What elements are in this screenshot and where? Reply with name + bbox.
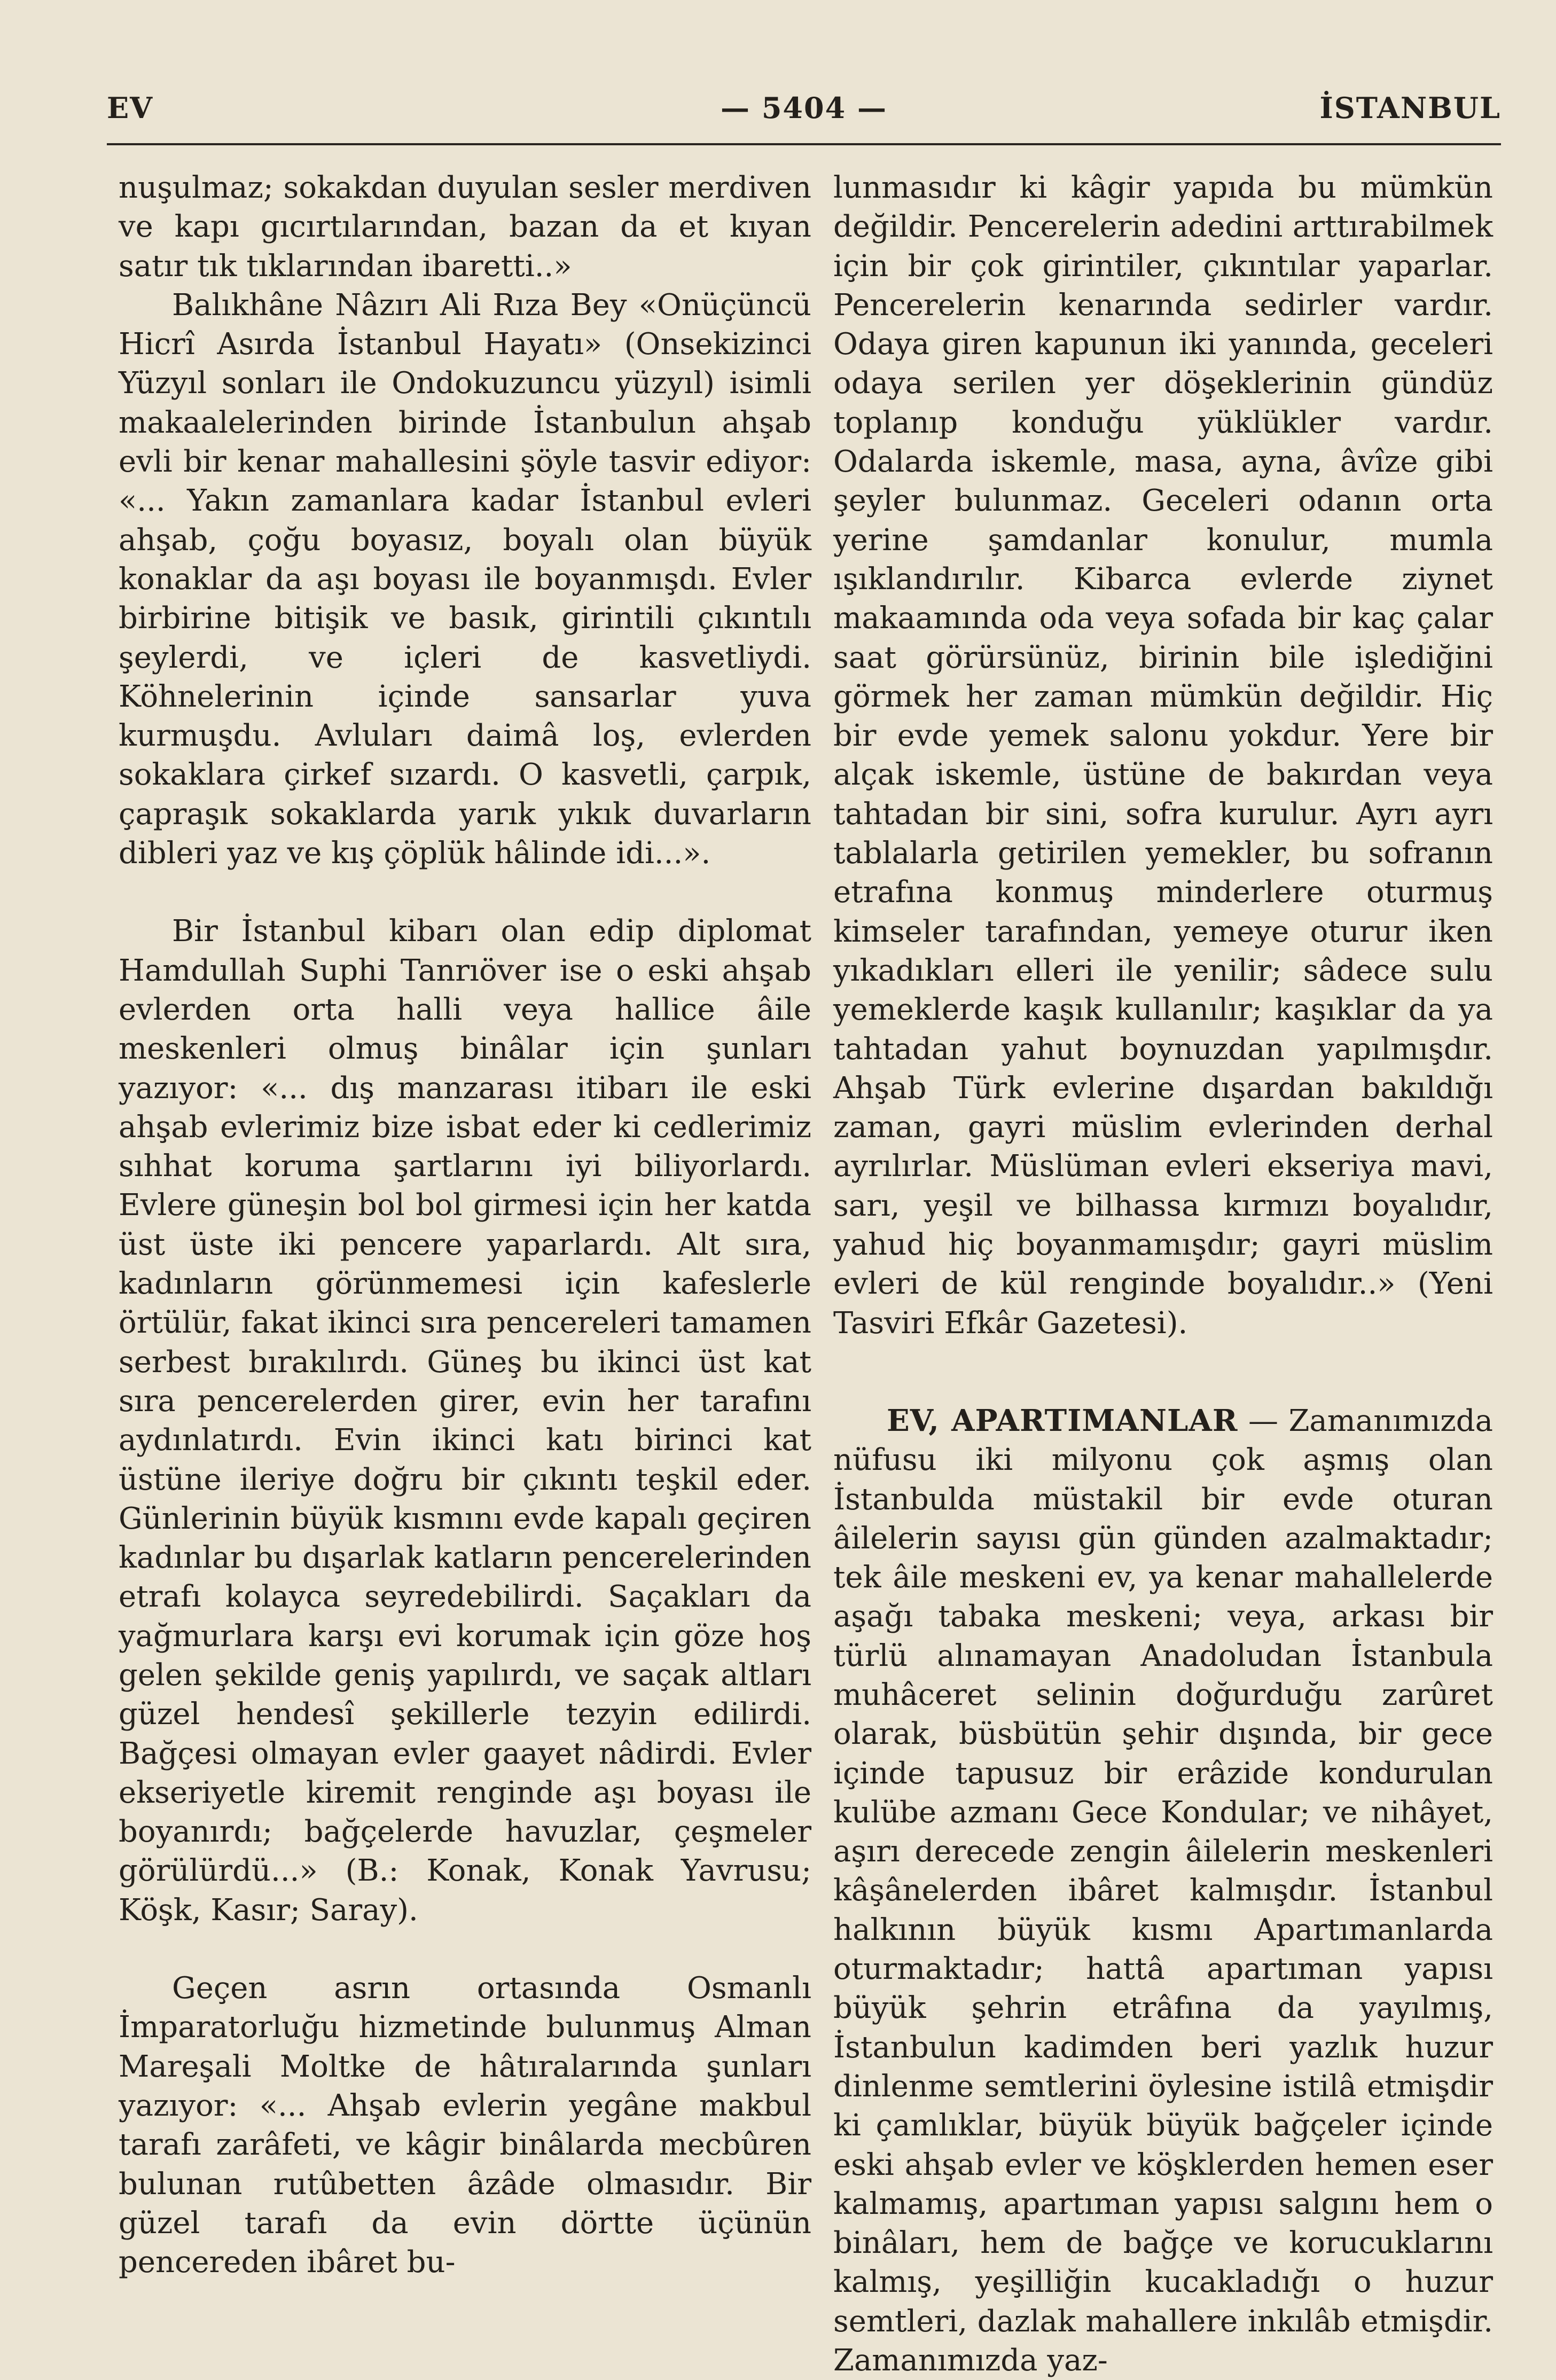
right-paragraph-2: [833, 1402, 1493, 2380]
left-paragraph-2: Balıkhâne Nâzırı Ali Rıza Bey «Onüçüncü Hicrî Asırda İstanbul Hayatı» (Onsekizinci Yüzyıl sonları ile Ondokuzuncu yüzyıl) isimli makaalelerinden birinde İstanbulun ahşab evli bir kenar mahallesini şöyle tasvir ediyor: «... Yakın zamanlara kadar İstanbul evleri ahşab, çoğu boyasız, boyalı olan büyük konaklar da aşı boyası ile boyanmışdı. Evler birbirine bitişik ve basık, girintili çıkıntılı şeylerdi, ve içleri de kasvetliydi. Köhnelerinin içinde sansarlar yuva kurmuşdu. Avluları daimâ loş, evlerden sokaklara çirkef sızardı. O kasvetli, çarpık, çapraşık sokaklarda yarık yıkık duvarların dibleri yaz ve kış çöplük hâlinde idi...».: [119, 287, 811, 871]
header-rule: [107, 143, 1501, 145]
header-book-title: İSTANBUL: [1319, 91, 1501, 125]
left-paragraph-4: Geçen asrın ortasında Osmanlı İmparatorluğu hizmetinde bulunmuş Alman Mareşali Moltke de hâtıralarında şunları yazıyor: «... Ahşab evlerin yegâne makbul tarafı zarâfeti, ve kâgir binâlarda mecbûren bulunan rutûbetten âzâde olmasıdır. Bir güzel tarafı da evin dörtte üçünün pencereden ibâret bu-: [119, 1971, 811, 2280]
header-section-title: EV: [107, 91, 154, 125]
left-paragraph-3: Bir İstanbul kibarı olan edip diplomat Hamdullah Suphi Tanrıöver ise o eski ahşab evlerden orta halli veya hallice âile meskenleri olmuş binâlar için şunları yazıyor: «... dış manzarası itibarı ile eski ahşab evlerimiz bize isbat eder ki cedlerimiz sıhhat koruma şartlarını iyi biliyorlardı. Evlere güneşin bol bol girmesi için her katda üst üste iki pencere yaparlardı. Alt sıra, kadınların görünmemesi için kafeslerle örtülür, fakat ikinci sıra pencereleri tamamen serbest bırakılırdı. Güneş bu ikinci üst kat sıra pencerelerden girer, evin her tarafını aydınlatırdı. Evin ikinci katı birinci kat üstüne ileriye doğru bir çıkıntı teşkil eder. Günlerinin büyük kısmını evde kapalı geçiren kadınlar bu dışarlak katların pencerelerinden etrafı kolayca seyredebilirdi. Saçakları da yağmurlara karşı evi korumak için göze hoş gelen şekilde geniş yapılırdı, ve saçak altları güzel hendesî şekillerle tezyin edilirdi. Bağçesi olmayan evler gaayet nâdirdi. Evler ekseriyetle kiremit renginde aşı boyası ile boyanırdı; bağçelerde havuzlar, çeşmeler görülürdü...» (B.: Konak, Konak Yavrusu; Köşk, Kasır; Saray).: [119, 914, 811, 1928]
running-header: [107, 91, 1501, 139]
right-column: [833, 168, 1493, 2380]
left-column: [119, 168, 811, 2282]
header-page-number: — 5404 —: [721, 91, 887, 125]
entry-heading: EV, APARTIMANLAR: [887, 1403, 1238, 1438]
right-paragraph-1: lunmasıdır ki kâgir yapıda bu mümkün değildir. Pencerelerin adedini arttırabilmek için bir çok girintiler, çıkıntılar yaparlar. Pencerelerin kenarında sedirler vardır. Odaya giren kapunun iki yanında, geceleri odaya serilen yer döşeklerinin gündüz toplanıp konduğu yüklükler vardır. Odalarda iskemle, masa, ayna, âvîze gibi şeyler bulunmaz. Geceleri odanın orta yerine şamdanlar konulur, mumla ışıklandırılır. Kibarca evlerde ziynet makaamında oda veya sofada bir kaç çalar saat görürsünüz, birinin bile işlediğini görmek her zaman mümkün değildir. Hiç bir evde yemek salonu yokdur. Yere bir alçak iskemle, üstüne de bakırdan veya tahtadan bir sini, sofra kurulur. Ayrı ayrı tablalarla getirilen yemekler, bu sofranın etrafına konmuş minderlere oturmuş kimseler tarafından, yemeye oturur iken yıkadıkları elleri ile yenilir; sâdece sulu yemeklerde kaşık kullanılır; kaşıklar da ya tahtadan yahut boynuzdan yapılmışdır. Ahşab Türk evlerine dışardan bakıldığı zaman, gayri müslim evlerinden derhal ayrılırlar. Müslüman evleri ekseriya mavi, sarı, yeşil ve bilhassa kırmızı boyalıdır, yahud hiç boyanmamışdır; gayri müslim evleri de kül renginde boyalıdır..» (Yeni Tasviri Efkâr Gazetesi).: [833, 170, 1493, 1341]
left-paragraph-1: nuşulmaz; sokakdan duyulan sesler merdiven ve kapı gıcırtılarından, bazan da et kıyan satır tık tıklarından ibaretti..»: [119, 170, 811, 284]
entry-body: — Zamanımızda nüfusu iki milyonu çok aşmış olan İstanbulda müstakil bir evde oturan âilelerin sayısı gün günden azalmaktadır; tek âile meskeni ev, ya kenar mahallelerde aşağı tabaka meskeni; veya, arkası bir türlü alınamayan Anadoludan İstanbula muhâceret selinin doğurduğu zarûret olarak, büsbütün şehir dışında, bir gece içinde tapusuz bir erâzide kondurulan kulübe azmanı Gece Kondular; ve nihâyet, aşırı derecede zengin âilelerin meskenleri kâşânelerden ibâret kalmışdır. İstanbul halkının büyük kısmı Apartımanlarda oturmaktadır; hattâ apartıman yapısı büyük şehrin etrâfına da yayılmış, İstanbulun kadimden beri yazlık huzur dinlenme semtlerini öylesine istilâ etmişdir ki çamlıklar, büyük büyük bağçeler içinde eski ahşab evler ve köşklerden hemen eser kalmamış, apartıman yapısı salgını hem o binâları, hem de bağçe ve korucuklarını kalmış, yeşilliğin kucakladığı o huzur semtleri, dazlak mahallere inkılâb etmişdir. Zamanımızda yaz-: [833, 1403, 1493, 2378]
